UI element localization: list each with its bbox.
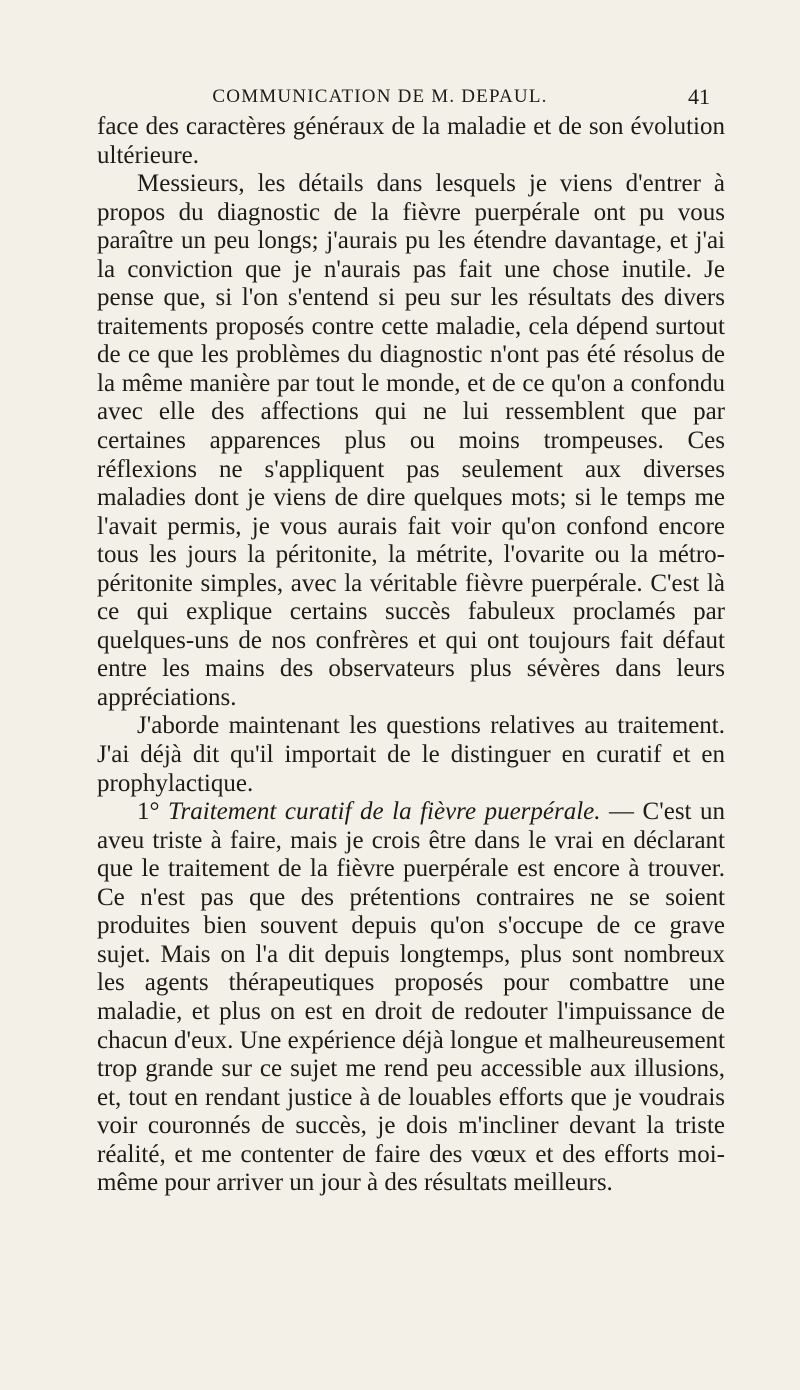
running-title: COMMUNICATION DE M. DEPAUL. bbox=[212, 86, 548, 107]
section-heading: Traitement curatif de la fièvre puerpérale. bbox=[168, 798, 601, 826]
paragraph-3: J'aborde maintenant les questions relatives au traitement. J'ai déjà dit qu'il importait de le distinguer en curatif et en prophylactique. bbox=[97, 712, 725, 797]
paragraph-4 bbox=[97, 798, 725, 1198]
section-number: 1° bbox=[137, 798, 160, 826]
body-text bbox=[97, 113, 725, 1198]
running-head bbox=[110, 82, 710, 112]
paragraph-1: face des caractères généraux de la maladie et de son évolution ultérieure. bbox=[97, 113, 725, 169]
page-number: 41 bbox=[688, 84, 710, 109]
paragraph-2: Messieurs, les détails dans lesquels je viens d'entrer à propos du diagnostic de la fièvre puerpérale ont pu vous paraître un peu longs; j'aurais pu les étendre davantage, et j'ai la conviction que je n'aurais pas fait une chose inutile. Je pense que, si l'on s'entend si peu sur les résultats des divers traitements proposés contre cette maladie, cela dépend surtout de ce que les problèmes du diagnostic n'ont pas été résolus de la même manière par tout le monde, et de ce qu'on a confondu avec elle des affections qui ne lui ressemblent que par certaines apparences plus ou moins trompeuses. Ces réflexions ne s'appliquent pas seulement aux diverses maladies dont je viens de dire quelques mots; si le temps me l'avait permis, je vous aurais fait voir qu'on confond encore tous les jours la péritonite, la métrite, l'ovarite ou la métro-péritonite simples, avec la véritable fièvre puerpérale. C'est là ce qui explique certains succès fabuleux proclamés par quelques-uns de nos confrères et qui ont toujours fait défaut entre les mains des observateurs plus sévères dans leurs appréciations. bbox=[97, 170, 725, 711]
section-text: — C'est un aveu triste à faire, mais je crois être dans le vrai en déclarant que le traitement de la fièvre puerpérale est encore à trouver. Ce n'est pas que des prétentions contraires ne se soient produites bien souvent depuis qu'on s'occupe de ce grave sujet. Mais on l'a dit depuis longtemps, plus sont nombreux les agents thérapeutiques proposés pour combattre une maladie, et plus on est en droit de redouter l'impuissance de chacun d'eux. Une expérience déjà longue et malheureusement trop grande sur ce sujet me rend peu accessible aux illusions, et, tout en rendant justice à de louables efforts que je voudrais voir couronnés de succès, je dois m'incliner devant la triste réalité, et me contenter de faire des vœux et des efforts moi-même pour arriver un jour à des résultats meilleurs. bbox=[97, 798, 726, 1197]
